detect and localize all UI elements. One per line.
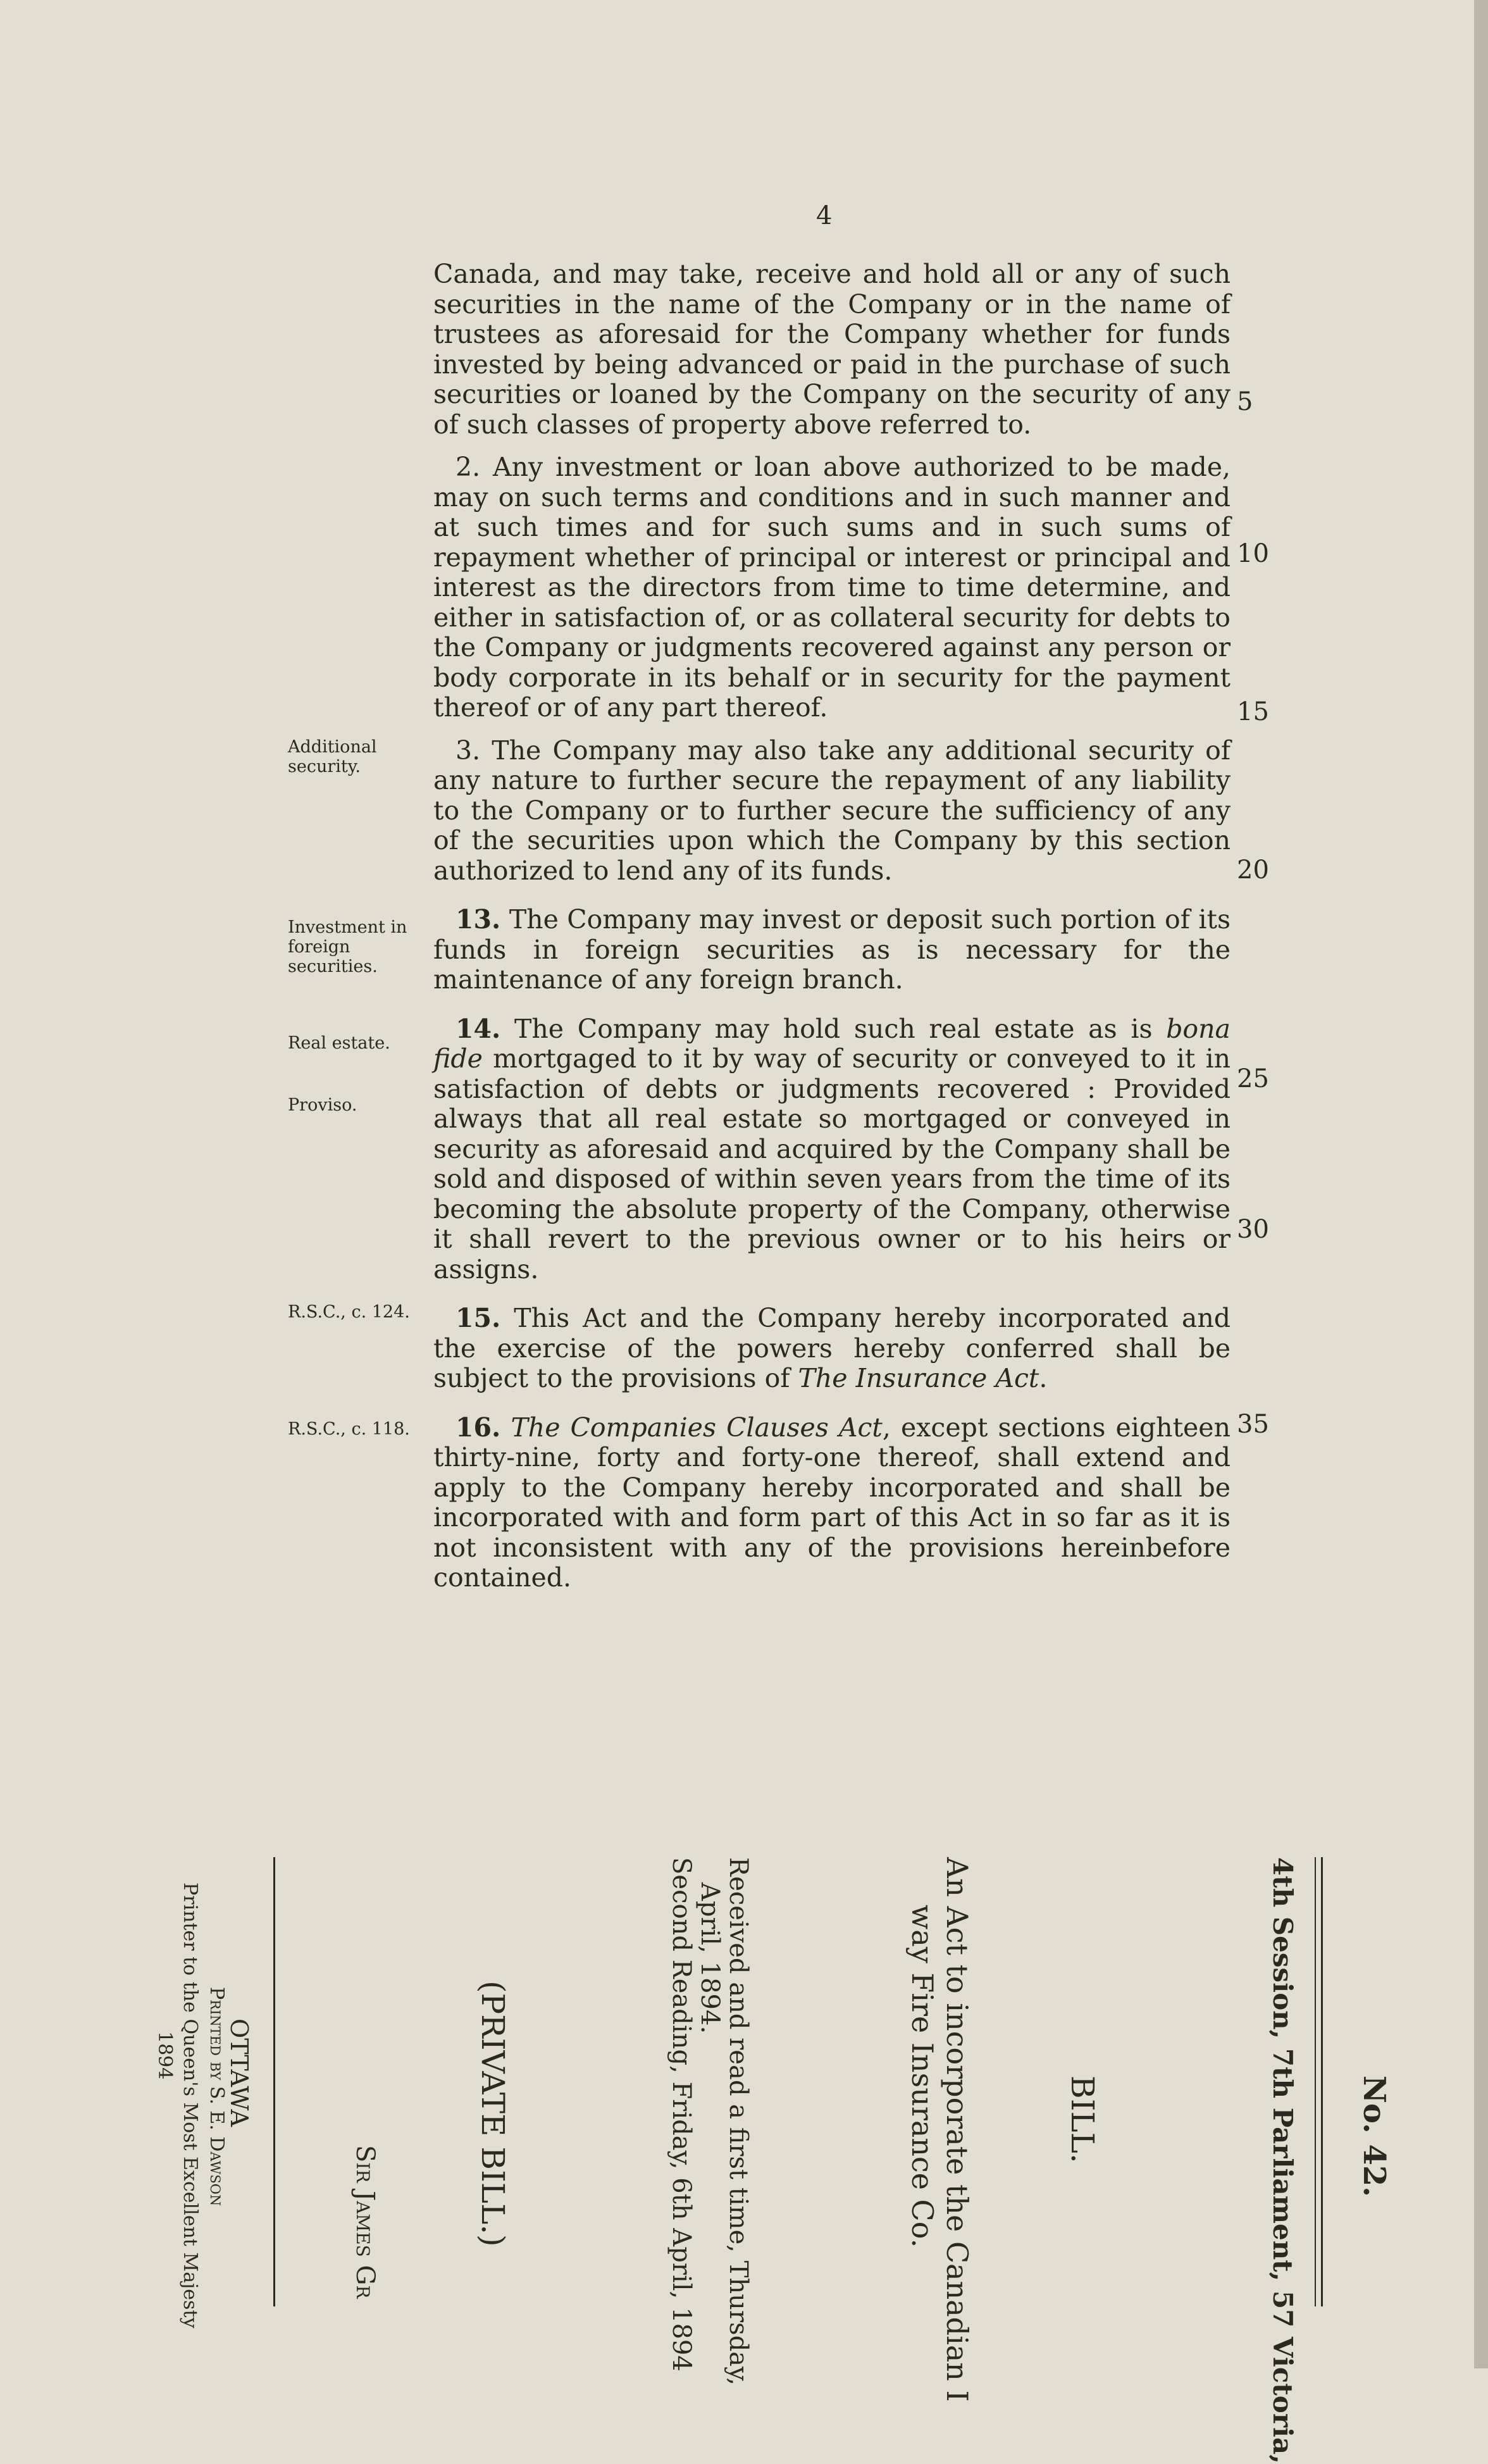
section-text: . bbox=[1039, 1363, 1048, 1393]
cover-printer-title: Printer to the Queen's Most Excellent Majesty bbox=[179, 1882, 201, 2329]
cover-year: 1894 bbox=[154, 2031, 176, 2080]
section-14 bbox=[433, 1014, 1231, 1285]
cover-rule-right bbox=[1321, 1857, 1323, 2306]
margin-note-rsc-124: R.S.C., c. 124. bbox=[288, 1302, 410, 1322]
line-number-5: 5 bbox=[1237, 387, 1253, 416]
paragraph-subsection-2: 2. Any investment or loan above authorized to be made, may on such terms and conditions and in such manner and at such times and for such sums and in such sums of repayment whether of principal or interest or principal and interest as the directors from time to time determine, and either in satisfaction of, or as collateral security for debts to the Company or judgments recovered against any person or body corporate in its behalf or in security for the payment thereof or of any part thereof. bbox=[433, 452, 1231, 723]
cover-session: 4th Session, 7th Parliament, 57 Victoria, bbox=[1267, 1857, 1298, 2464]
margin-note-rsc-118: R.S.C., c. 118. bbox=[288, 1419, 410, 1439]
cover-bill-number: No. 42. bbox=[1356, 2075, 1392, 2197]
section-text: , except sections eighteen thirty-nine, forty and forty-one thereof, shall extend and apply to the Company hereby incorporated and shall be incorporated with and form part of this Act in so far as it is not inconsistent with any of the provisions hereinbefore contained. bbox=[433, 1412, 1231, 1593]
cover-second-reading: Second Reading, Friday, 6th April, 1894 bbox=[667, 1857, 696, 2372]
margin-note-investment-foreign: Investment in foreign securities. bbox=[288, 918, 407, 976]
cover-received-line1: Received and read a first time, Thursday, bbox=[724, 1857, 753, 2386]
italic-term: bona fide bbox=[433, 1013, 1231, 1074]
cover-city: OTTAWA bbox=[225, 2019, 253, 2127]
cover-rule-left bbox=[273, 1857, 275, 2306]
line-number-20: 20 bbox=[1237, 856, 1269, 885]
section-number: 16. bbox=[456, 1412, 501, 1443]
page-edge bbox=[1474, 0, 1488, 2368]
line-number-30: 30 bbox=[1237, 1215, 1269, 1244]
cover-bill-label: BILL. bbox=[1064, 2075, 1101, 2163]
italic-term: The Insurance Act bbox=[798, 1363, 1039, 1393]
section-number: 14. bbox=[456, 1013, 501, 1044]
line-number-25: 25 bbox=[1237, 1064, 1269, 1093]
margin-note-real-estate: Real estate. bbox=[288, 1033, 390, 1053]
cover-received-line2: April, 1894. bbox=[695, 1882, 724, 2034]
paragraph-subsection-3: 3. The Company may also take any additional security of any nature to further secure the repayment of any liability to the Company or to further secure the sufficiency of any of the securities upon which the Company by this section authorized to lend any of its funds. bbox=[433, 735, 1231, 886]
section-text: This Act and the Company hereby incorporated and the exercise of the powers hereby conferred shall be subject to the provisions of bbox=[433, 1303, 1231, 1393]
section-13 bbox=[433, 905, 1231, 995]
section-number: 15. bbox=[456, 1303, 501, 1333]
cover-private-bill: (PRIVATE BILL.) bbox=[474, 1981, 511, 2247]
line-number-35: 35 bbox=[1237, 1410, 1269, 1439]
cover-sponsor: Sir James Gr bbox=[350, 2145, 380, 2299]
page-number: 4 bbox=[816, 201, 833, 230]
line-number-15: 15 bbox=[1237, 697, 1269, 726]
cover-rule-right-inner bbox=[1315, 1857, 1316, 2306]
section-15 bbox=[433, 1304, 1231, 1394]
section-number: 13. bbox=[456, 904, 501, 935]
section-text: The Company may hold such real estate as is bbox=[514, 1013, 1153, 1044]
cover-title-line2: way Fire Insurance Co. bbox=[905, 1905, 939, 2248]
section-16 bbox=[433, 1413, 1231, 1593]
line-number-10: 10 bbox=[1237, 539, 1269, 568]
italic-term: The Companies Clauses Act bbox=[511, 1412, 883, 1443]
body-text bbox=[433, 259, 1231, 1593]
section-text: mortgaged to it by way of security or conveyed to it in satisfaction of debts or judgments recovered : Provided always that all real estate so mortgaged or conveyed in security as aforesaid and acquired by the Company shall be sold and disposed of within seven years from the time of its becoming the absolute property of the Company, otherwise it shall revert to the previous owner or to his heirs or assigns. bbox=[433, 1043, 1231, 1285]
margin-note-additional-security: Additional security. bbox=[288, 737, 377, 776]
cover-printed-by: Printed by S. E. Dawson bbox=[206, 1987, 228, 2206]
section-text: The Company may invest or deposit such portion of its funds in foreign securities as is necessary for the maintenance of any foreign branch. bbox=[433, 904, 1231, 995]
margin-note-proviso: Proviso. bbox=[288, 1095, 357, 1115]
paragraph-continuation: Canada, and may take, receive and hold all or any of such securities in the name of the Company or in the name of trustees as aforesaid for the Company whether for funds invested by being advanced or paid in the purchase of such securities or loaned by the Company on the security of any of such classes of property above referred to. bbox=[433, 259, 1231, 440]
cover-title-line1: An Act to incorporate the Canadian I bbox=[940, 1857, 974, 2402]
